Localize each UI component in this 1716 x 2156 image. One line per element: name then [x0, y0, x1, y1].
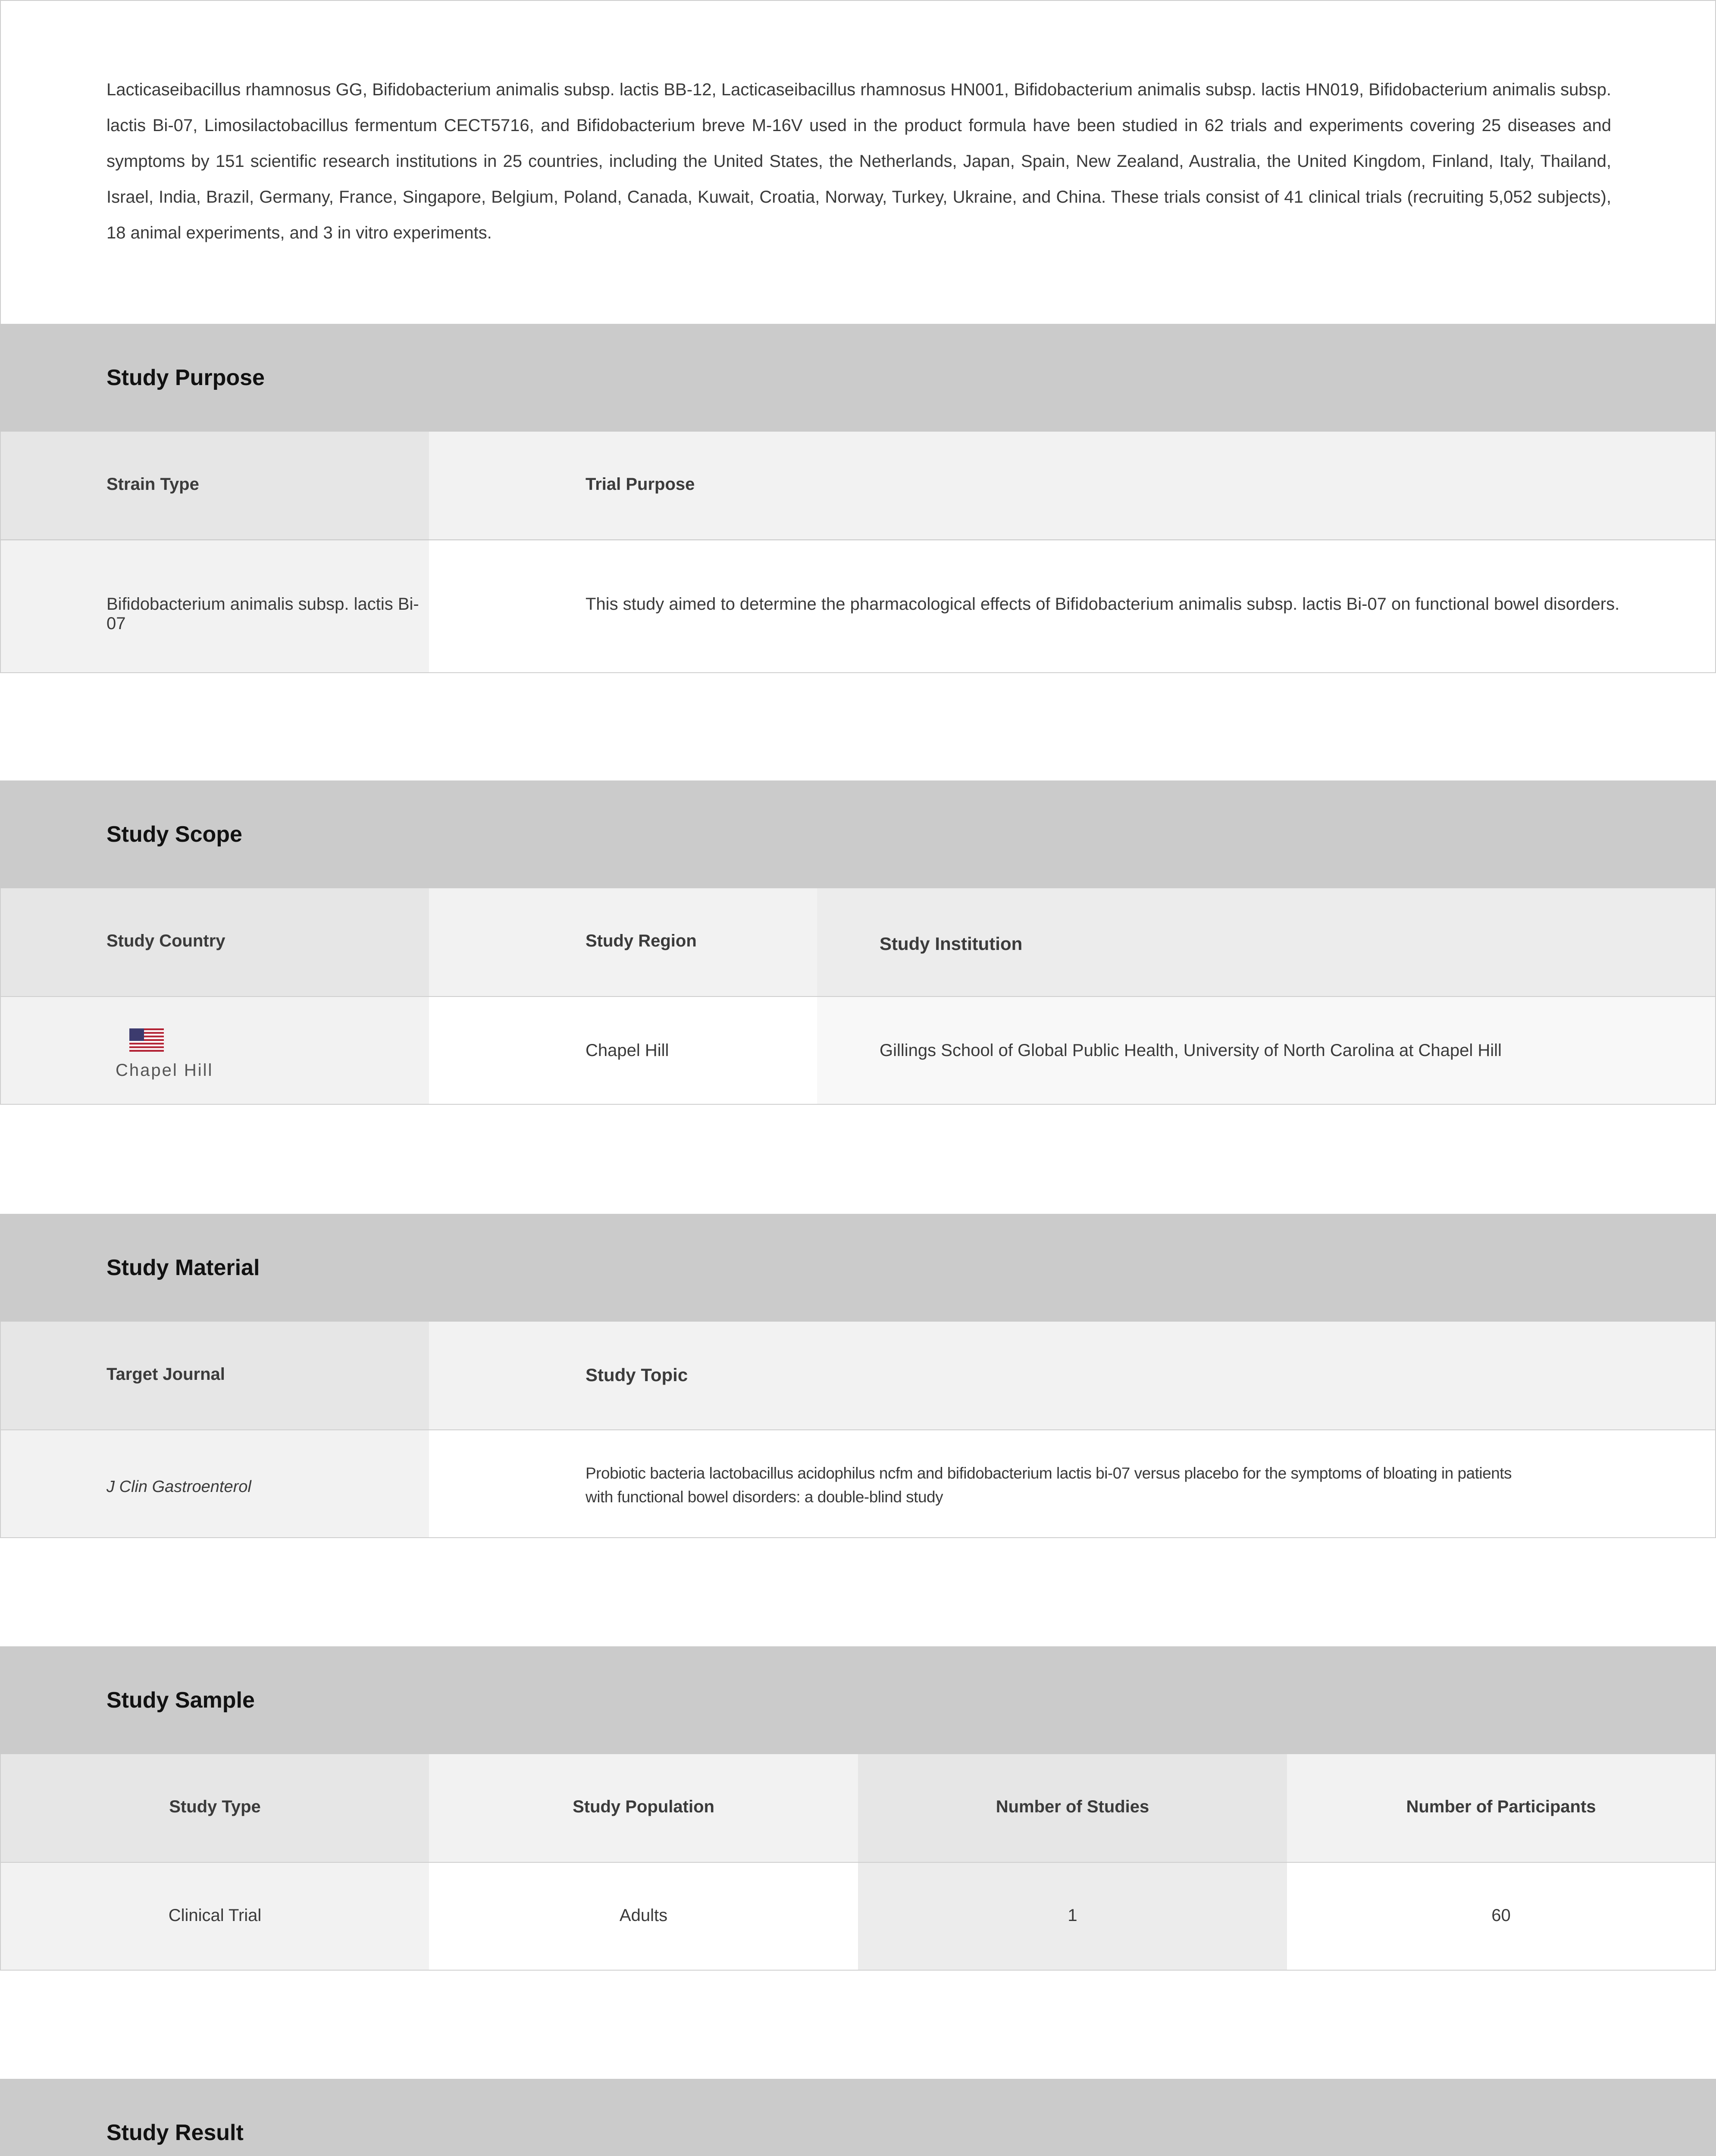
column-header-study-country: Study Country: [106, 931, 225, 950]
value-cell: [429, 1430, 1715, 1537]
study-sample-section: [0, 1646, 1716, 1971]
table-header-row: [0, 432, 1716, 540]
study-topic-line: Probiotic bacteria lactobacillus acidophilus ncfm and bifidobacterium lactis bi-07 versus placebo for the symptoms of bloating in patients: [586, 1464, 1512, 1482]
number-of-studies-value: 1: [1068, 1906, 1077, 1925]
value-cell: [429, 997, 817, 1104]
header-cell: [429, 432, 1715, 539]
value-cell: [817, 997, 1715, 1104]
table-header-row: [0, 1322, 1716, 1430]
table-row: [0, 540, 1716, 673]
value-cell: [429, 540, 1715, 672]
table-row: [0, 997, 1716, 1105]
column-header-study-topic: Study Topic: [586, 1365, 688, 1385]
study-region-value: Chapel Hill: [586, 1041, 669, 1060]
section-header: [0, 1214, 1716, 1322]
column-header-number-of-participants: Number of Participants: [1406, 1797, 1596, 1816]
intro-panel: [0, 0, 1716, 325]
value-cell: [1, 1863, 429, 1970]
trial-purpose-value: This study aimed to determine the pharmacological effects of Bifidobacterium animalis subsp. lactis Bi-07 on functional bowel disorders.: [586, 595, 1620, 614]
header-cell: [858, 1754, 1287, 1862]
header-cell: [1, 1322, 429, 1429]
column-header-number-of-studies: Number of Studies: [996, 1797, 1149, 1816]
section-header: [0, 324, 1716, 432]
study-country-value: Chapel Hill: [116, 1061, 213, 1080]
us-flag-icon: [129, 1028, 164, 1052]
header-cell: [1, 888, 429, 996]
column-header-study-population: Study Population: [573, 1797, 714, 1816]
header-cell: [1287, 1754, 1715, 1862]
column-header-target-journal: Target Journal: [106, 1365, 225, 1384]
section-header: [0, 780, 1716, 888]
value-cell: [429, 1863, 858, 1970]
table-row: [0, 1430, 1716, 1538]
study-result-section: [0, 2079, 1716, 2156]
study-institution-value: Gillings School of Global Public Health, University of North Carolina at Chapel Hill: [880, 1041, 1502, 1060]
study-purpose-section: [0, 324, 1716, 673]
study-type-value: Clinical Trial: [168, 1906, 262, 1925]
study-topic-value: [586, 1461, 1512, 1509]
section-title: Study Sample: [106, 1688, 255, 1713]
header-cell: [817, 888, 1715, 996]
study-material-section: [0, 1214, 1716, 1539]
column-header-trial-purpose: Trial Purpose: [586, 475, 695, 494]
table-header-row: [0, 888, 1716, 997]
header-cell: [429, 1754, 858, 1862]
header-cell: [429, 888, 817, 996]
study-population-value: Adults: [619, 1906, 668, 1925]
section-title: Study Scope: [106, 822, 242, 847]
section-title: Study Purpose: [106, 365, 265, 390]
column-header-study-type: Study Type: [169, 1797, 261, 1816]
header-cell: [1, 1754, 429, 1862]
target-journal-value: J Clin Gastroenterol: [106, 1478, 251, 1496]
value-cell: [1, 1430, 429, 1537]
header-cell: [1, 432, 429, 539]
intro-paragraph: Lacticaseibacillus rhamnosus GG, Bifidobacterium animalis subsp. lactis BB-12, Lacticaseibacillus rhamnosus HN001, Bifidobacterium animalis subsp. lactis HN019, Bifidobacterium animalis subsp. lactis Bi-07, Limosilactobacillus fermentum CECT5716, and Bifidobacterium breve M-16V used in the product formula have been studied in 62 trials and experiments covering 25 diseases and symptoms by 151 scientific research institutions in 25 countries, including the United States, the Netherlands, Japan, Spain, New Zealand, Australia, the United Kingdom, Finland, Italy, Thailand, Israel, India, Brazil, Germany, France, Singapore, Belgium, Poland, Canada, Kuwait, Croatia, Norway, Turkey, Ukraine, and China. These trials consist of 41 clinical trials (recruiting 5,052 subjects), 18 animal experiments, and 3 in vitro experiments.: [106, 80, 1611, 242]
section-header: [0, 1646, 1716, 1754]
section-header: [0, 2079, 1716, 2156]
header-cell: [429, 1322, 1715, 1429]
study-scope-section: [0, 780, 1716, 1105]
value-cell: [1, 540, 429, 672]
number-of-participants-value: 60: [1491, 1906, 1511, 1925]
column-header-study-institution: Study Institution: [880, 934, 1023, 954]
section-title: Study Result: [106, 2120, 244, 2145]
value-cell: [1, 997, 429, 1104]
value-cell: [858, 1863, 1287, 1970]
column-header-strain-type: Strain Type: [106, 475, 199, 494]
section-title: Study Material: [106, 1255, 260, 1280]
value-cell: [1287, 1863, 1715, 1970]
table-header-row: [0, 1754, 1716, 1863]
column-header-study-region: Study Region: [586, 931, 697, 950]
table-row: [0, 1863, 1716, 1971]
strain-type-value: Bifidobacterium animalis subsp. lactis Bi-07: [106, 595, 419, 633]
study-topic-line: with functional bowel disorders: a double-blind study: [586, 1488, 943, 1506]
